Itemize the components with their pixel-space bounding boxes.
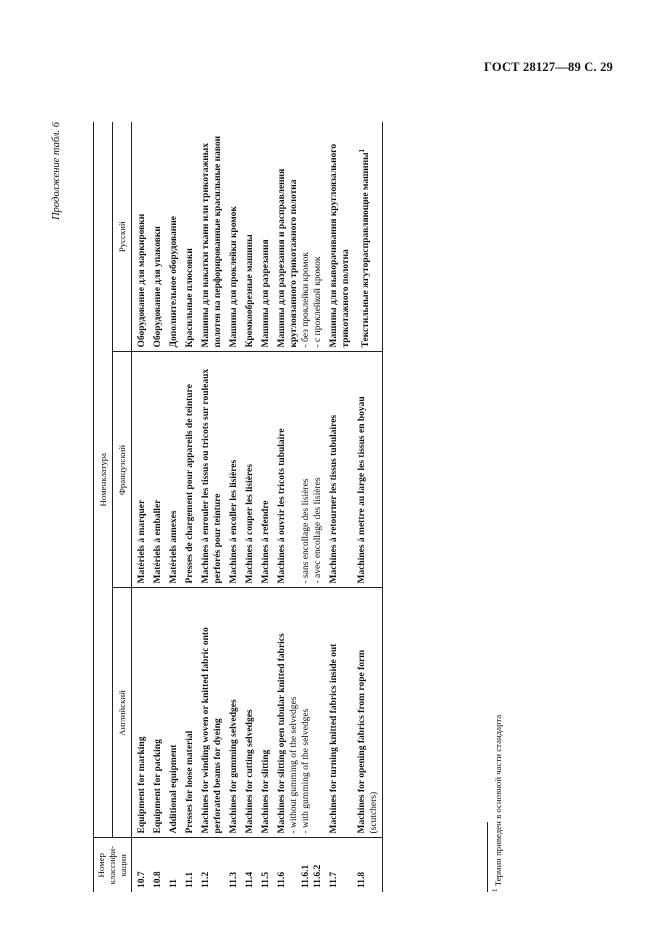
cell-russian-sub: - с проклейкой кромок [313,256,323,348]
cell-russian: Дополнительное оборудование [166,122,182,352]
table-row [150,122,166,892]
cell-english [354,588,383,838]
cell-english-sub: - with gumming of the selvedges [301,708,311,834]
cell-english: Presses for loose material [182,588,198,838]
table-row [258,122,274,892]
row-number: 11.3 [229,871,239,888]
cell-english: Equipment for packing [150,588,166,838]
cell-french: Presses de chargement pour appareils de teinture [182,352,198,588]
cell-french: Machines à encoller les lisières [226,352,242,588]
row-number: 11.1 [185,871,195,888]
footnote-marker: 1 [358,149,366,153]
cell-english: Machines for cutting selvedges [242,588,258,838]
header-nomenclature: Номенклатура [94,122,113,838]
cell-french-sub: - avec encollage des lisières [313,477,323,584]
footnote [487,715,503,892]
cell-french: Machines à couper les lisières [242,352,258,588]
cell-english-main: Machines for slitting open tubular knitted fabrics [277,633,287,834]
cell-english: Additional equipment [166,588,182,838]
table-row [132,122,151,892]
row-number: 11.6.2 [313,864,323,888]
cell-russian-sub: - без проклейки кромок [301,252,311,348]
cell-english [274,588,326,838]
rotated-table-area [7,122,607,892]
cell-french-sub: - sans encollage des lisières [301,478,311,584]
header-french: Французский [113,352,132,588]
cell-russian [274,122,326,352]
cell-english: Machines for turning knitted fabrics inside out [326,588,354,838]
cell-russian: Оборудование для маркировки [132,122,151,352]
page-header: ГОСТ 28127—89 С. 29 [484,60,613,74]
table-caption: Продолжение табл. 6 [51,122,62,220]
row-number: 11 [169,879,179,888]
cell-english: Machines for gumming selvedges [226,588,242,838]
cell-french: Matériels à emballer [150,352,166,588]
footnote-mark: 1 [491,888,499,892]
footnote-rule [487,822,488,892]
row-number: 11.2 [201,871,211,888]
cell-russian: Машины для разрезания [258,122,274,352]
cell-russian: Красильные плюсовки [182,122,198,352]
cell-russian: Машины для выворачивания круглоязального трикотажного полотна [326,122,354,352]
cell-english-main: Machines for opening fabrics from rope form [357,649,367,834]
table-row [274,122,326,892]
cell-russian-main: Текстильные жгуторасправляющие машины [361,152,372,348]
row-number: 11.5 [261,871,271,888]
row-number: 10.8 [153,871,163,888]
cell-french [274,352,326,588]
table-row [242,122,258,892]
footnote-text: Термин приведен в основной части стандарта [492,714,503,887]
cell-russian [354,122,383,352]
cell-russian-main: Машины для разрезания и расправления круглоязанного трикотажного полотна [277,168,299,348]
cell-russian: Кромкообрезные машины [242,122,258,352]
cell-russian: Машины для проклейки кромок [226,122,242,352]
row-number: 11.6 [277,871,287,888]
table-row [326,122,354,892]
cell-french: Matériels annexes [166,352,182,588]
cell-russian: Машины для накатки ткани или трикотажных полотен на перфорированные красильные навои [198,122,226,352]
cell-french: Machines à retourner les tissus tubulaires [326,352,354,588]
row-number: 11.8 [354,838,383,892]
table-row [354,122,383,892]
cell-french: Machines à mettre au large les tissus en boyau [354,352,383,588]
header-english: Английский [113,588,132,838]
row-number: 10.7 [137,871,147,888]
cell-english: Machines for winding woven or knitted fabric onto perforated beams for dyeing [198,588,226,838]
row-number: 11.4 [245,871,255,888]
nomenclature-table [93,122,383,892]
row-number-group [274,838,326,892]
table-row [182,122,198,892]
row-number: 11.6.1 [301,864,311,888]
row-number: 11.7 [329,871,339,888]
cell-english: Machines for slitting [258,588,274,838]
table-row [226,122,242,892]
header-russian: Русский [113,122,132,352]
table-row [198,122,226,892]
cell-english-sub: - without gumming of the selvedges [289,696,299,834]
cell-french: Machines à refendre [258,352,274,588]
header-number: Номер классифи-кации [94,838,132,892]
cell-french-main: Machines à ouvrir les tricots tubulaire [277,428,287,584]
cell-french: Machines à enrouler les tissus ou tricots sur rouleaux perforés pour teinture [198,352,226,588]
cell-russian: Оборудование для упаковки [150,122,166,352]
cell-french: Matériels à marquer [132,352,151,588]
cell-english-sub: (scutchers) [369,791,379,834]
cell-english: Equipment for marking [132,588,151,838]
table-row [166,122,182,892]
